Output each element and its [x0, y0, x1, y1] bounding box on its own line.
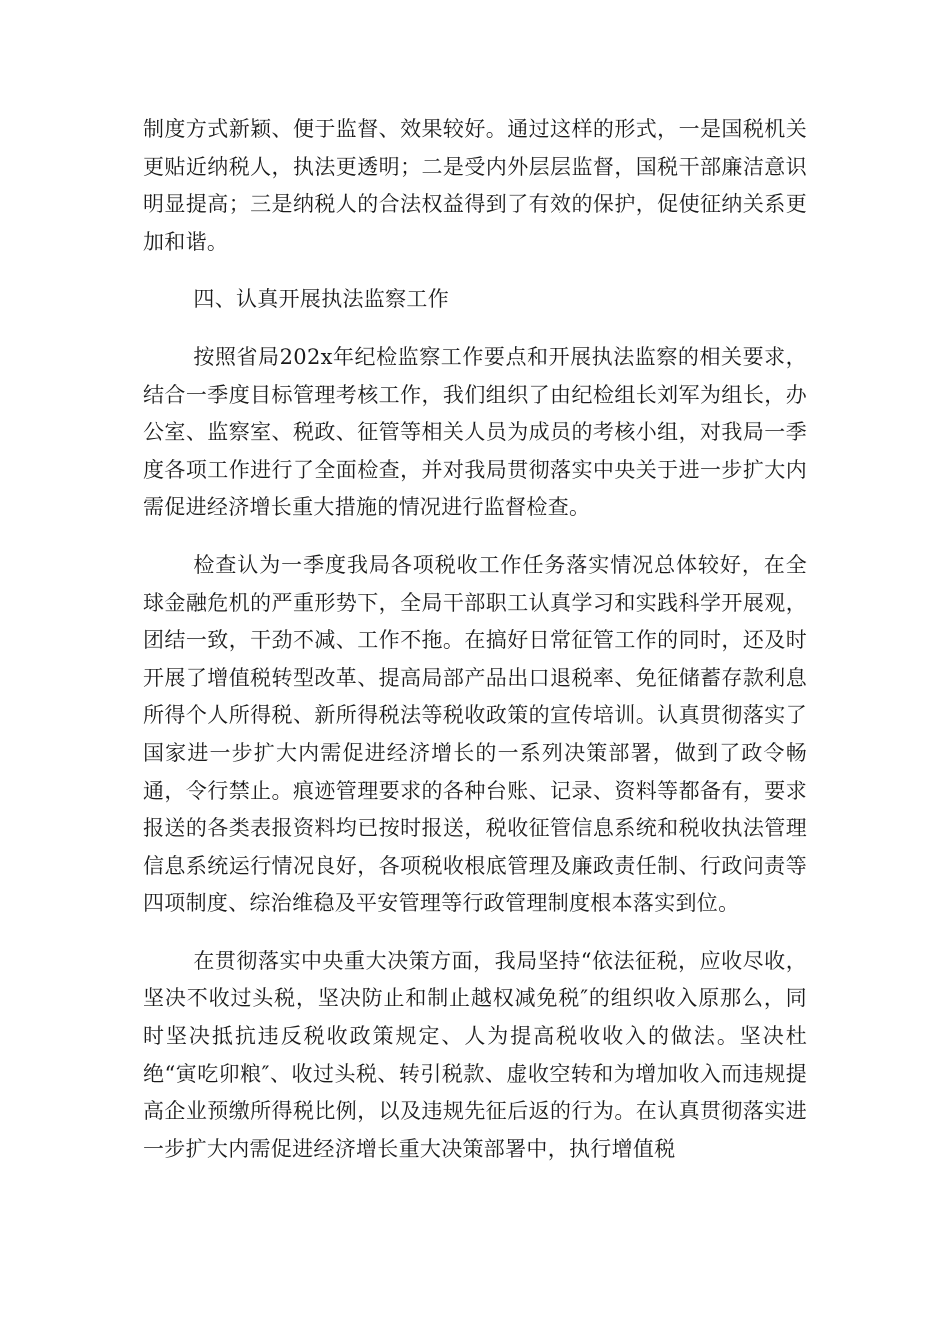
section-heading: 四、认真开展执法监察工作	[193, 287, 449, 312]
continued-paragraph: 制度方式新颖、便于监督、效果较好。通过这样的形式，一是国税机关更贴近纳税人，执法更透明；二是受内外层层监督，国税干部廉洁意识明显提高；三是纳税人的合法权益得到了有效的保护，促使征纳关系更加和谐。	[143, 117, 807, 254]
document-body	[143, 111, 807, 1188]
paragraph-inspection-findings: 检查认为一季度我局各项税收工作任务落实情况总体较好，在全球金融危机的严重形势下，全局干部职工认真学习和实践科学开展观，团结一致，干劲不减、工作不拖。在搞好日常征管工作的同时，还及时开展了增值税转型改革、提高局部产品出口退税率、免征储蓄存款利息所得个人所得税、新所得税法等税收政策的宣传培训。认真贯彻落实了国家进一步扩大内需促进经济增长的一系列决策部署，做到了政令畅通，令行禁止。痕迹管理要求的各种台账、记录、资料等都备有，要求报送的各类表报资料均已按时报送，税收征管信息系统和税收执法管理信息系统运行情况良好，各项税收根底管理及廉政责任制、行政问责等四项制度、综治维稳及平安管理等行政管理制度根本落实到位。	[143, 552, 807, 916]
paragraph-central-decisions: 在贯彻落实中央重大决策方面，我局坚持“依法征税，应收尽收，坚决不收过头税，坚决防止和制止越权减免税″的组织收入原那么，同时坚决抵抗违反税收政策规定、人为提高税收收入的做法。坚决杜绝“寅吃卯粮″、收过头税、转引税款、虚收空转和为增加收入而违规提高企业预缴所得税比例，以及违规先征后返的行为。在认真贯彻落实进一步扩大内需促进经济增长重大决策部署中，执行增值税	[143, 948, 807, 1161]
paragraph-inspection-arrangement: 按照省局202x年纪检监察工作要点和开展执法监察的相关要求，结合一季度目标管理考核工作，我们组织了由纪检组长刘军为组长，办公室、监察室、税政、征管等相关人员为成员的考核小组，对我局一季度各项工作进行了全面检查，并对我局贯彻落实中央关于进一步扩大内需促进经济增长重大措施的情况进行监督检查。	[143, 344, 807, 520]
